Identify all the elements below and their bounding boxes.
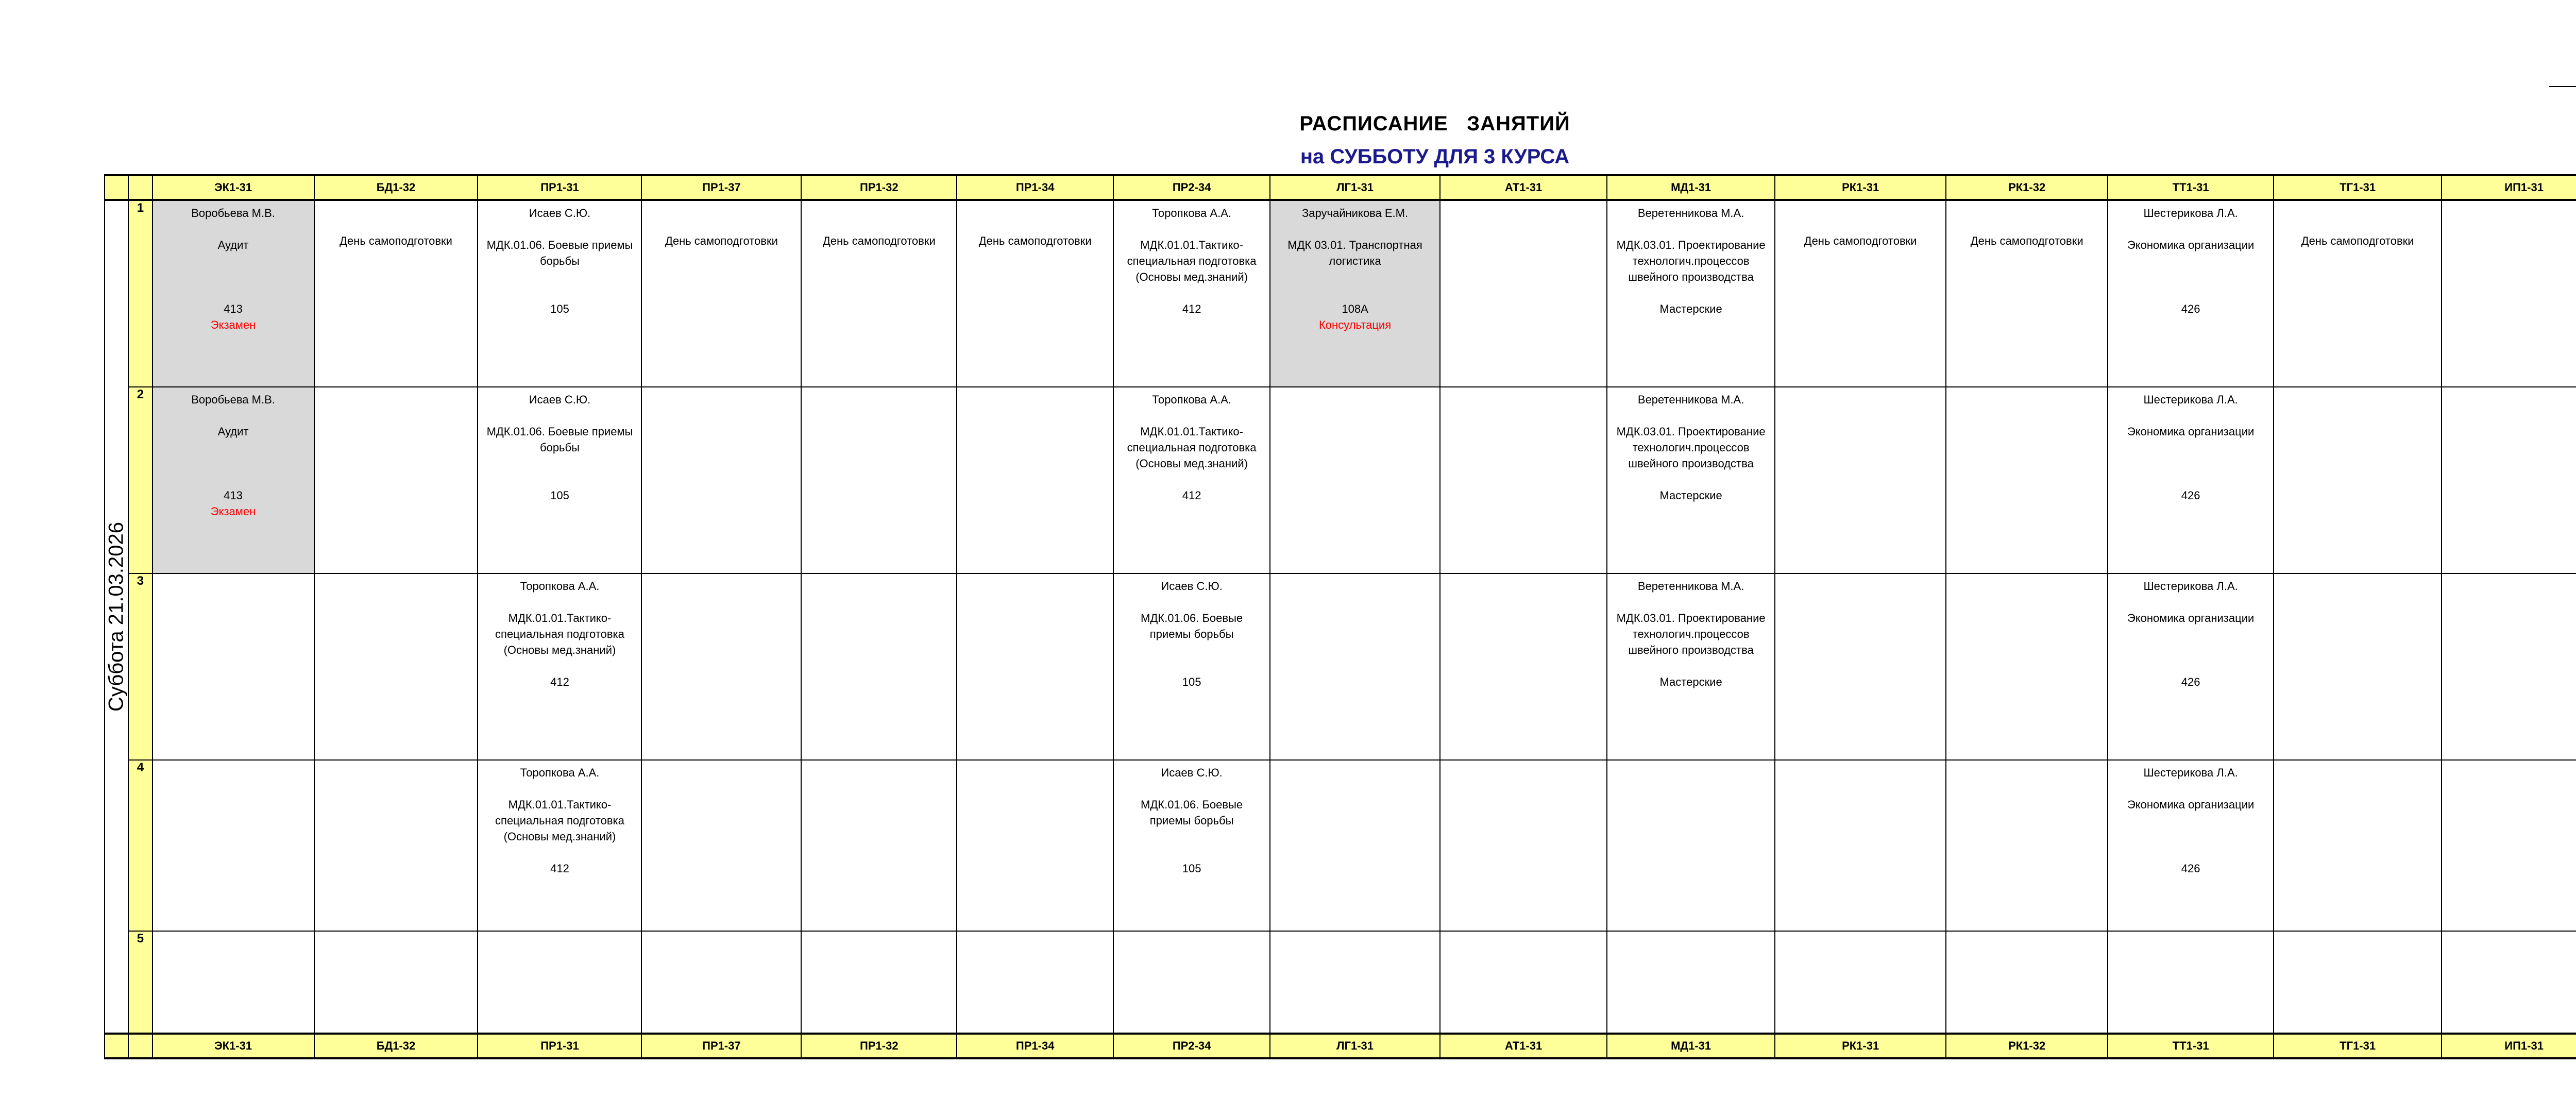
lesson-row [105,573,2576,760]
group-header-ТТ1-31: ТТ1-31 [2108,1034,2274,1058]
schedule-cell [152,931,314,1034]
approval-position [2549,56,2576,74]
teacher-name: Шестерикова Л.А. [2143,207,2238,219]
room-number: 412 [550,675,569,688]
room-number: 105 [1182,862,1201,875]
header-corner-num [128,1034,152,1058]
group-header-ЛГ1-31: ЛГ1-31 [1270,1034,1440,1058]
schedule-cell [641,573,801,760]
lesson-entry [1114,761,1269,881]
schedule-cell [1270,387,1440,573]
schedule-cell [2274,387,2442,573]
schedule-cell [1113,573,1270,760]
schedule-cell [478,387,641,573]
schedule-cell [1440,760,1607,931]
group-header-АТ1-31: АТ1-31 [1440,175,1607,200]
teacher-name: Торопкова А.А. [1152,207,1231,219]
schedule-cell [1946,931,2108,1034]
schedule-cell [478,573,641,760]
schedule-cell [2108,931,2274,1034]
schedule-cell [1270,200,1440,387]
group-header-ИП1-31: ИП1-31 [2442,1034,2576,1058]
schedule-cell [1946,200,2108,387]
teacher-name: Заручайникова Е.М. [1302,207,1409,219]
subject-name: МДК.03.01. Проектирование технологич.процессов швейного производства [1616,612,1766,656]
schedule-cell [478,931,641,1034]
lesson-row [105,387,2576,573]
schedule-cell [1270,760,1440,931]
schedule-cell [957,200,1113,387]
schedule-cell [152,573,314,760]
teacher-name: Веретенникова М.А. [1637,580,1744,593]
schedule-cell [1113,931,1270,1034]
schedule-cell [1440,387,1607,573]
lesson-entry [2108,574,2273,694]
lesson-entry [2108,761,2273,881]
lesson-number: 1 [128,200,152,387]
schedule-cell [2274,760,2442,931]
teacher-name: Исаев С.Ю. [1161,766,1223,779]
header-corner-num [128,175,152,200]
subject-name: МДК.03.01. Проектирование технологич.процессов швейного производства [1616,239,1766,283]
day-label-cell [105,200,128,1034]
approval-heading [2549,37,2576,56]
room-number: 412 [1182,489,1201,502]
group-header-ЭК1-31: ЭК1-31 [152,175,314,200]
lesson-entry [1607,387,1774,508]
room-number: 426 [2181,489,2200,502]
schedule-cell [1607,387,1775,573]
group-header-ПР2-34: ПР2-34 [1113,175,1270,200]
schedule-cell [314,760,478,931]
schedule-cell [1775,931,1946,1034]
self-study-text: День самоподготовки [665,234,778,247]
teacher-name: Воробьева М.В. [191,207,275,219]
lesson-row [105,200,2576,387]
lesson-entry [1270,201,1439,337]
schedule-cell [1775,200,1946,387]
schedule-cell [2274,573,2442,760]
schedule-cell [957,931,1113,1034]
self-study-text: День самоподготовки [340,234,452,247]
lesson-entry [478,201,641,321]
room-number: Мастерские [1659,302,1722,315]
schedule-cell [2274,200,2442,387]
schedule-cell [801,200,957,387]
schedule-cell [2108,387,2274,573]
subject-name: МДК.01.01.Тактико-специальная подготовка (Основы мед.знаний) [1127,239,1257,283]
group-header-ПР1-31: ПР1-31 [478,1034,641,1058]
subject-name: МДК.01.01.Тактико-специальная подготовка (Основы мед.знаний) [1127,425,1257,470]
lesson-entry [153,387,314,523]
subject-name: МДК.01.01.Тактико-специальная подготовка (Основы мед.знаний) [495,798,624,843]
teacher-name: Торопкова А.А. [520,766,600,779]
schedule-cell [1775,387,1946,573]
subject-name: МДК.01.06. Боевые приемы борьбы [1141,612,1243,640]
subject-name: Экономика организации [2127,239,2255,251]
schedule-cell [1440,573,1607,760]
schedule-cell [152,200,314,387]
schedule-cell [1607,931,1775,1034]
group-header-БД1-32: БД1-32 [314,1034,478,1058]
subject-name: МДК.01.06. Боевые приемы борьбы [486,425,633,454]
schedule-cell [1946,573,2108,760]
schedule-table [104,174,2576,1059]
schedule-cell [1607,573,1775,760]
schedule-cell [801,760,957,931]
schedule-cell [2108,760,2274,931]
lesson-note: Консультация [1318,318,1392,331]
group-header-РК1-32: РК1-32 [1946,1034,2108,1058]
schedule-cell [1775,573,1946,760]
group-header-АТ1-31: АТ1-31 [1440,1034,1607,1058]
lesson-number: 5 [128,931,152,1034]
group-header-ПР1-31: ПР1-31 [478,175,641,200]
schedule-cell [2108,200,2274,387]
group-header-ПР1-34: ПР1-34 [957,1034,1113,1058]
self-study-text: День самоподготовки [1804,234,1917,247]
schedule-cell [2274,931,2442,1034]
schedule-cell [314,573,478,760]
schedule-cell [2442,760,2576,931]
subject-name: Экономика организации [2127,425,2255,438]
teacher-name: Веретенникова М.А. [1637,393,1744,406]
lesson-entry [478,574,641,694]
room-number: 412 [1182,302,1201,315]
schedule-cell [957,760,1113,931]
schedule-cell [1113,200,1270,387]
schedule-cell [2442,387,2576,573]
page-title: РАСПИСАНИЕ ЗАНЯТИЙ [1299,112,1570,135]
schedule-cell [801,387,957,573]
teacher-name: Веретенникова М.А. [1637,207,1744,219]
schedule-cell [314,200,478,387]
schedule-cell [641,387,801,573]
lesson-entry [478,761,641,881]
schedule-cell [2442,931,2576,1034]
subject-name: МДК.01.06. Боевые приемы борьбы [486,239,633,267]
schedule-cell [152,760,314,931]
schedule-cell [1775,760,1946,931]
schedule-cell [641,931,801,1034]
schedule-cell [1270,931,1440,1034]
schedule-cell [801,573,957,760]
group-header-БД1-32: БД1-32 [314,175,478,200]
schedule-cell [1113,387,1270,573]
header-corner-day [105,175,128,200]
room-number: 413 [224,302,243,315]
group-header-ТТ1-31: ТТ1-31 [2108,175,2274,200]
self-study-text: День самоподготовки [2301,234,2414,247]
room-number: 105 [550,302,569,315]
group-header-ПР1-32: ПР1-32 [801,175,957,200]
group-header-ПР1-37: ПР1-37 [641,175,801,200]
teacher-name: Исаев С.Ю. [529,393,591,406]
teacher-name: Торопкова А.А. [520,580,600,593]
schedule-cell [2108,573,2274,760]
group-header-МД1-31: МД1-31 [1607,175,1775,200]
lesson-entry [2108,387,2273,508]
lesson-number: 4 [128,760,152,931]
schedule-cell [478,760,641,931]
group-header-ПР1-37: ПР1-37 [641,1034,801,1058]
page-subtitle: на СУББОТУ ДЛЯ 3 КУРСА [1300,145,1570,168]
room-number: 426 [2181,302,2200,315]
schedule-cell [801,931,957,1034]
subject-name: Аудит [217,239,249,251]
day-label: Суббота 21.03.2026 [105,522,128,712]
teacher-name: Шестерикова Л.А. [2143,393,2238,406]
schedule-cell [641,760,801,931]
schedule-cell [1440,200,1607,387]
group-header-ПР2-34: ПР2-34 [1113,1034,1270,1058]
room-number: 426 [2181,675,2200,688]
schedule-cell [1946,760,2108,931]
schedule-cell [641,200,801,387]
group-header-ИП1-31: ИП1-31 [2442,175,2576,200]
lesson-entry [478,387,641,508]
lesson-entry [1607,574,1774,694]
schedule-cell [1607,760,1775,931]
subject-name: Аудит [217,425,249,438]
subject-name: МДК.01.06. Боевые приемы борьбы [1141,798,1243,827]
group-header-РК1-31: РК1-31 [1775,1034,1946,1058]
lesson-entry [1607,201,1774,321]
group-header-РК1-31: РК1-31 [1775,175,1946,200]
schedule-cell [1440,931,1607,1034]
subject-name: МДК.03.01. Проектирование технологич.процессов швейного производства [1616,425,1766,470]
subject-name: МДК 03.01. Транспортная логистика [1287,239,1422,267]
group-header-ТГ1-31: ТГ1-31 [2274,175,2442,200]
lesson-entry [1114,387,1269,508]
group-header-ТГ1-31: ТГ1-31 [2274,1034,2442,1058]
room-number: 108А [1342,302,1368,315]
signature-line [2549,75,2576,87]
lesson-row [105,760,2576,931]
schedule-cell [2442,200,2576,387]
room-number: Мастерские [1659,489,1722,502]
subject-name: Экономика организации [2127,798,2255,811]
room-number: 426 [2181,862,2200,875]
group-header-row-top [105,175,2576,200]
lesson-number: 2 [128,387,152,573]
schedule-cell [152,387,314,573]
lesson-entry [2108,201,2273,321]
lesson-note: Экзамен [210,505,256,518]
teacher-name: Исаев С.Ю. [529,207,591,219]
teacher-name: Торопкова А.А. [1152,393,1231,406]
schedule-cell [957,387,1113,573]
schedule-cell [1607,200,1775,387]
schedule-cell [478,200,641,387]
self-study-text: День самоподготовки [1970,234,2083,247]
group-header-МД1-31: МД1-31 [1607,1034,1775,1058]
teacher-name: Воробьева М.В. [191,393,275,406]
header-corner-day [105,1034,128,1058]
approval-signature [2549,74,2576,93]
subject-name: МДК.01.01.Тактико-специальная подготовка (Основы мед.знаний) [495,612,624,656]
lesson-row [105,931,2576,1034]
lesson-entry [153,201,314,337]
group-header-ЛГ1-31: ЛГ1-31 [1270,175,1440,200]
group-header-row-bottom [105,1034,2576,1058]
room-number: Мастерские [1659,675,1722,688]
self-study-text: День самоподготовки [978,234,1092,247]
schedule-cell [1113,760,1270,931]
schedule-cell [1946,387,2108,573]
group-header-ПР1-34: ПР1-34 [957,175,1113,200]
group-header-ЭК1-31: ЭК1-31 [152,1034,314,1058]
room-number: 412 [550,862,569,875]
teacher-name: Исаев С.Ю. [1161,580,1223,593]
schedule-cell [1270,573,1440,760]
lesson-entry [1114,201,1269,321]
lesson-number: 3 [128,573,152,760]
schedule-cell [314,387,478,573]
self-study-text: День самоподготовки [822,234,936,247]
room-number: 105 [550,489,569,502]
teacher-name: Шестерикова Л.А. [2143,766,2238,779]
schedule-cell [314,931,478,1034]
group-header-ПР1-32: ПР1-32 [801,1034,957,1058]
group-header-РК1-32: РК1-32 [1946,175,2108,200]
schedule-cell [957,573,1113,760]
room-number: 413 [224,489,243,502]
teacher-name: Шестерикова Л.А. [2143,580,2238,593]
subject-name: Экономика организации [2127,612,2255,624]
schedule-cell [2442,573,2576,760]
approval-block [2549,37,2576,93]
room-number: 105 [1182,675,1201,688]
lesson-entry [1114,574,1269,694]
lesson-note: Экзамен [210,318,256,331]
